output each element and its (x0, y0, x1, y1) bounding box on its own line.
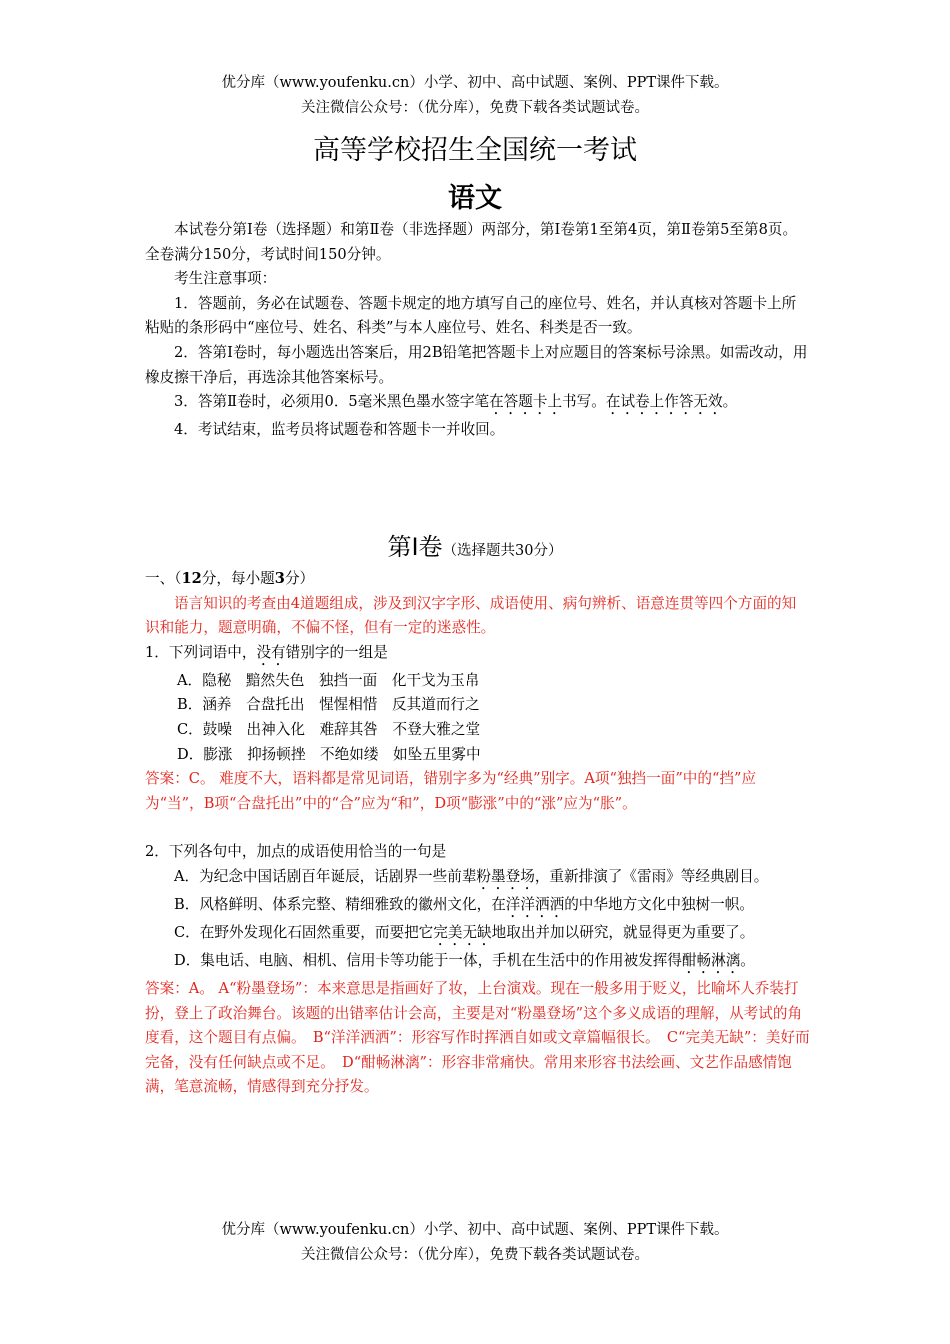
questions-block (145, 567, 810, 1100)
q2-option-a (145, 865, 810, 893)
exam-title: 高等学校招生全国统一考试 (313, 135, 637, 166)
q2-c-idiom: 完美无缺 (433, 923, 492, 941)
part1-comment: 语言知识的考查由4道题组成，涉及到汉字字形、成语使用、病句辨析、语意连贯等四个方面的知识和能力，题意明确，不偏不怪，但有一定的迷惑性。 (145, 594, 797, 637)
q2-answer: 答案：A。 A“粉墨登场”：本来意思是指画好了妆，上台演戏。现在一般多用于贬义，比喻坏人乔装打扮，登上了政治舞台。该题的出错率估计会高，主要是对“粉墨登场”这个多义成语的理解，从考试的角度看，这个题目有点偏。 B“洋洋洒洒”：形容写作时挥洒自如或文章篇幅很长。 C“完美无缺”：美好而完备，没有任何缺点或不足。 D“酣畅淋漓”：形容非常痛快。常用来形容书法绘画、文艺作品感情饱满，笔意流畅，情感得到充分抒发。 (145, 979, 810, 1096)
section-heading (0, 527, 950, 562)
q2-c-post: 地取出并加以研究，就显得更为重要了。 (491, 923, 755, 941)
notice-4: 4．考试结束，监考员将试题卷和答题卡一并收回。 (174, 421, 505, 439)
footer-line-2: 关注微信公众号：（优分库），免费下载各类试题试卷。 (301, 1247, 649, 1263)
q2-a-pre: A．为纪念中国话剧百年诞辰，话剧界一些前辈 (174, 867, 477, 885)
notice-1: 1．答题前，务必在试题卷、答题卡规定的地方填写自己的座位号、姓名，并认真核对答题卡上所粘贴的条形码中“座位号、姓名、科类”与本人座位号、姓名、科类是否一致。 (145, 294, 797, 337)
q1-option-a: A．隐秘 黯然失色 独挡一面 化干戈为玉帛 (177, 671, 480, 689)
q1-stem-emph: 没有 (256, 643, 286, 661)
header-line-2: 关注微信公众号：（优分库），免费下载各类试题试卷。 (301, 100, 649, 116)
q1-option-b: B．涵养 合盘托出 惺惺相惜 反其道而行之 (177, 696, 480, 714)
part1-heading-c: 分，每小题 (201, 570, 275, 587)
part1-heading (145, 567, 810, 592)
q2-b-post: 的中华地方文化中独树一帜。 (564, 895, 754, 913)
notice-3-text: 3．答第Ⅱ卷时，必须用0．5毫米黑色墨水签字笔 (174, 393, 490, 411)
notice-2: 2．答第Ⅰ卷时，每小题选出答案后，用2B铅笔把答题卡上对应题目的答案标号涂黑。如需改动，用橡皮擦干净后，再选涂其他答案标号。 (145, 343, 808, 386)
notice-3-emph-card: 在答题卡上 (489, 393, 563, 411)
part1-heading-points: 12 (181, 570, 202, 587)
q2-option-d (145, 949, 810, 977)
notice-3-text-2: 书写。 (562, 393, 606, 411)
q2-d-post: 。 (740, 951, 755, 969)
part1-heading-e: 分） (284, 570, 315, 587)
q2-stem: 2．下列各句中，加点的成语使用恰当的一句是 (145, 843, 447, 861)
q1-stem-a: 1．下列词语中， (145, 643, 257, 661)
section-subtitle: （选择题共30分） (442, 543, 563, 559)
q2-a-idiom: 粉墨登场 (476, 867, 535, 885)
q1-answer: 答案：C。 难度不大，语料都是常见词语，错别字多为“经典”别字。A项“独挡一面”中的“挡”应为“当”，B项“合盘托出”中的“合”应为“和”，D项“膨涨”中的“涨”应为“胀”。 (145, 770, 757, 812)
q1-stem-c: 错别字的一组是 (285, 643, 388, 661)
subject-title: 语文 (448, 183, 502, 214)
q2-option-b (145, 893, 810, 921)
intro-paragraph: 本试卷分第Ⅰ卷（选择题）和第Ⅱ卷（非选择题）两部分，第Ⅰ卷第1至第4页，第Ⅱ卷第5至第8页。全卷满分150分，考试时间150分钟。 (145, 221, 798, 263)
footer-line-1: 优分库（www.youfenku.cn）小学、初中、高中试题、案例、PPT课件下载。 (221, 1222, 729, 1238)
q1-stem (145, 641, 810, 669)
section-title: 第Ⅰ卷 (387, 533, 443, 561)
q2-b-pre: B．风格鲜明、体系完整、精细雅致的徽州文化，在 (174, 895, 506, 913)
notice-3 (145, 390, 810, 418)
q2-option-c (145, 921, 810, 949)
notice-3-text-3: 。 (722, 393, 738, 411)
q1-option-c: C．鼓噪 出神入化 难辞其咎 不登大雅之堂 (177, 720, 481, 738)
q2-a-post: ，重新排演了《雷雨》等经典剧目。 (534, 867, 769, 885)
q1-option-d: D．膨涨 抑扬顿挫 不绝如缕 如坠五里雾中 (177, 745, 481, 763)
intro-block (145, 218, 810, 443)
q2-b-idiom: 洋洋洒洒 (505, 895, 565, 913)
q2-d-idiom: 酣畅淋漓 (681, 951, 741, 969)
part1-heading-a: 一、（ (145, 570, 182, 587)
notice-3-emph-invalid: 在试卷上作答无效 (605, 393, 723, 411)
header-line-1: 优分库（www.youfenku.cn）小学、初中、高中试题、案例、PPT课件下载。 (221, 75, 729, 91)
notice-title: 考生注意事项： (174, 270, 277, 288)
q2-c-pre: C．在野外发现化石固然重要，而要把它 (174, 923, 434, 941)
q2-d-pre: D．集电话、电脑、相机、信用卡等功能于一体，手机在生活中的作用被发挥得 (174, 951, 682, 969)
part1-heading-each: 3 (274, 570, 285, 587)
